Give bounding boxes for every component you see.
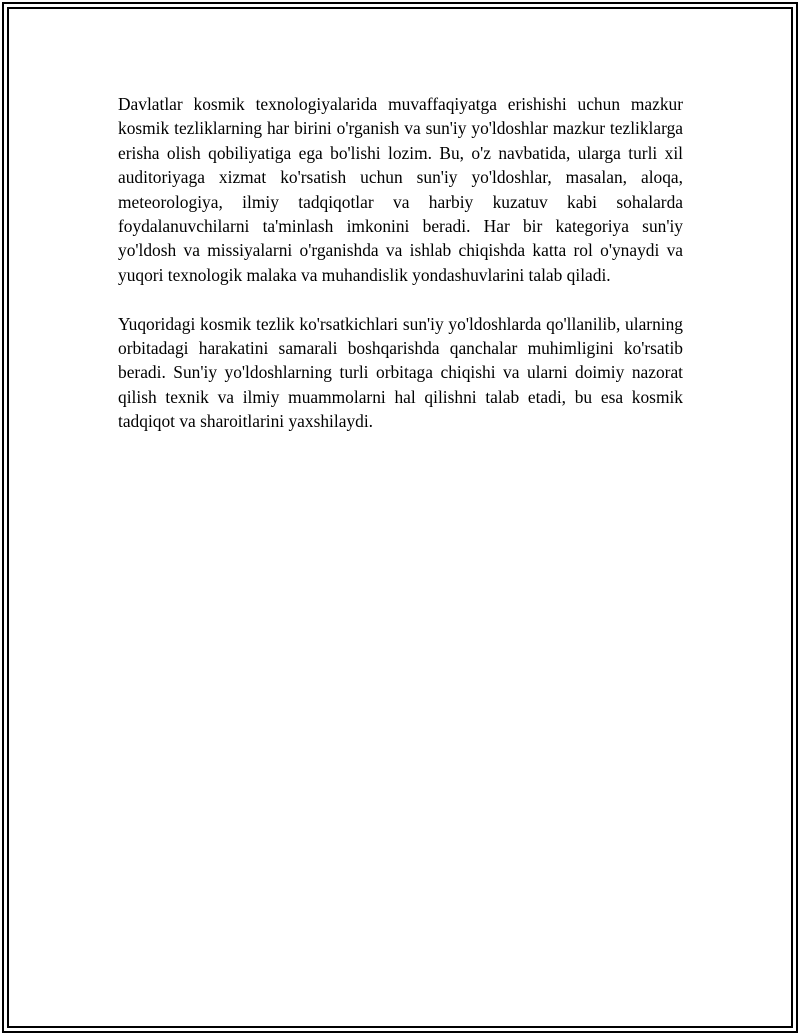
paragraph-1: Davlatlar kosmik texnologiyalarida muvaffaqiyatga erishishi uchun mazkur kosmik tezliklarning har birini o'rganish va sun'iy yo'ldoshlar mazkur tezliklarga erisha olish qobiliyatiga ega bo'lishi lozim. Bu, o'z navbatida, ularga turli xil auditoriyaga xizmat ko'rsatish uchun sun'iy yo'ldoshlar, masalan, aloqa, meteorologiya, ilmiy tadqiqotlar va harbiy kuzatuv kabi sohalarda foydalanuvchilarni ta'minlash imkonini beradi. Har bir kategoriya sun'iy yo'ldosh va missiyalarni o'rganishda va ishlab chiqishda katta rol o'ynaydi va yuqori texnologik malaka va muhandislik yondashuvlarini talab qiladi. bbox=[118, 94, 683, 285]
document-body bbox=[118, 92, 683, 458]
paragraph-2: Yuqoridagi kosmik tezlik ko'rsatkichlari sun'iy yo'ldoshlarda qo'llanilib, ularning orbitadagi harakatini samarali boshqarishda qanchalar muhimligini ko'rsatib beradi. Sun'iy yo'ldoshlarning turli orbitaga chiqishi va ularni doimiy nazorat qilish texnik va ilmiy muammolarni hal qilishni talab etadi, bu esa kosmik tadqiqot va sharoitlarini yaxshilaydi. bbox=[118, 313, 683, 432]
